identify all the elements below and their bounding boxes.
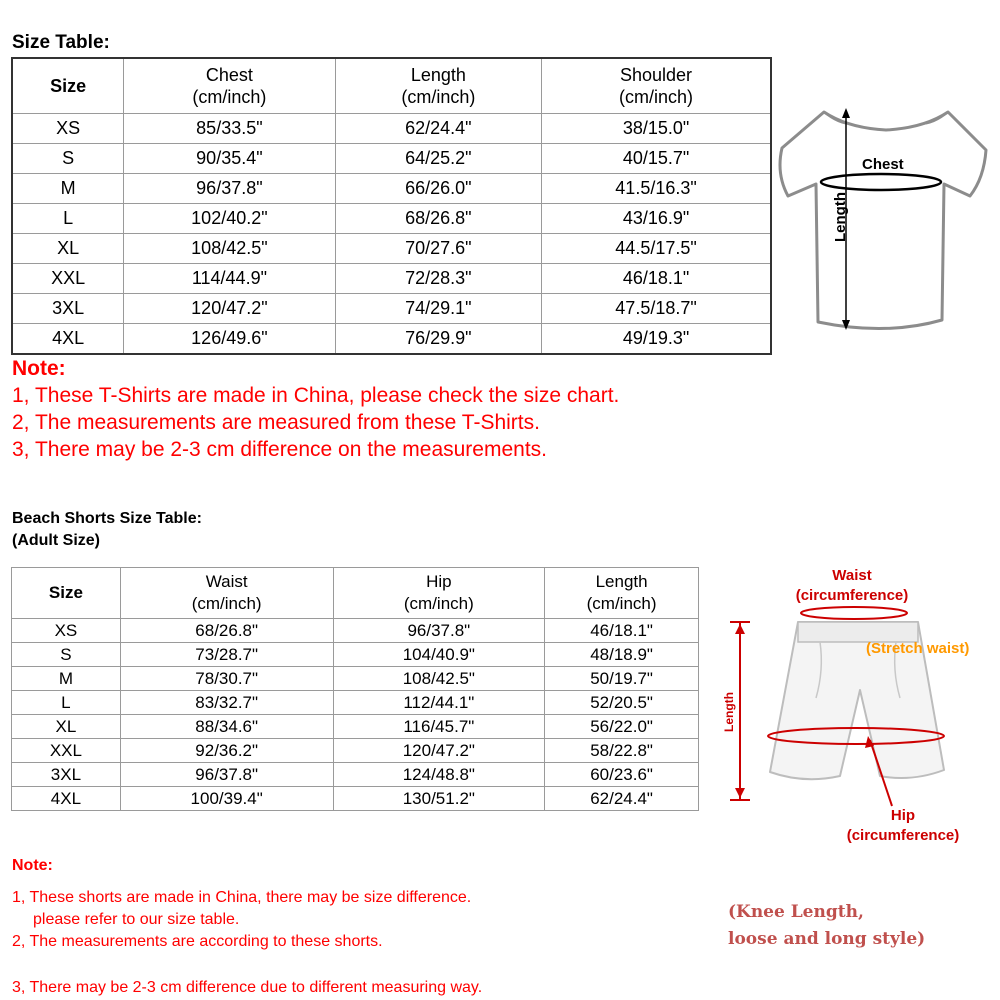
style-note: (Knee Length, loose and long style)	[728, 902, 926, 949]
length-label: Length	[832, 192, 849, 242]
hip-label: Hip (circumference)	[846, 807, 960, 844]
table-row: L 102/40.2" 68/26.8" 43/16.9"	[12, 204, 771, 234]
header-length: Length (cm/inch)	[545, 568, 699, 619]
header-shoulder: Shoulder (cm/inch)	[542, 58, 771, 114]
table-row: 4XL 100/39.4" 130/51.2" 62/24.4"	[12, 787, 699, 811]
note-title: Note:	[12, 857, 53, 874]
table-row: 3XL 120/47.2" 74/29.1" 47.5/18.7"	[12, 294, 771, 324]
note-line: 3, There may be 2-3 cm difference due to different measuring way.	[12, 979, 483, 996]
shorts-diagram	[720, 560, 1000, 850]
note-line: 1, These shorts are made in China, there may be size difference.	[12, 889, 472, 906]
table-row: L 83/32.7" 112/44.1" 52/20.5"	[12, 691, 699, 715]
shorts-size-table-title: Beach Shorts Size Table: (Adult Size)	[12, 510, 202, 549]
chest-label: Chest	[862, 156, 904, 173]
table-row: M 78/30.7" 108/42.5" 50/19.7"	[12, 667, 699, 691]
tshirt-outline-icon	[776, 100, 996, 340]
table-row: M 96/37.8" 66/26.0" 41.5/16.3"	[12, 174, 771, 204]
table-row: S 90/35.4" 64/25.2" 40/15.7"	[12, 144, 771, 174]
table-row: 3XL 96/37.8" 124/48.8" 60/23.6"	[12, 763, 699, 787]
table-row: XXL 92/36.2" 120/47.2" 58/22.8"	[12, 739, 699, 763]
tshirt-size-table	[11, 57, 772, 355]
tshirt-size-table-title: Size Table:	[12, 32, 110, 53]
note-line: 3, There may be 2-3 cm difference on the measurements.	[12, 438, 547, 461]
table-row: 4XL 126/49.6" 76/29.9" 49/19.3"	[12, 324, 771, 355]
table-row: XL 88/34.6" 116/45.7" 56/22.0"	[12, 715, 699, 739]
header-size: Size	[12, 58, 124, 114]
stretch-waist-label: (Stretch waist)	[866, 640, 970, 657]
header-hip: Hip (cm/inch)	[333, 568, 545, 619]
shorts-notes	[12, 855, 482, 999]
note-line: 2, The measurements are according to these shorts.	[12, 933, 383, 950]
table-row: XXL 114/44.9" 72/28.3" 46/18.1"	[12, 264, 771, 294]
note-line: please refer to our size table.	[33, 911, 240, 928]
table-header-row	[12, 568, 699, 619]
note-line: 2, The measurements are measured from these T-Shirts.	[12, 411, 540, 434]
header-waist: Waist (cm/inch)	[120, 568, 333, 619]
tshirt-notes	[12, 355, 619, 463]
table-row: XL 108/42.5" 70/27.6" 44.5/17.5"	[12, 234, 771, 264]
note-title: Note:	[12, 357, 66, 380]
waist-label: Waist (circumference)	[795, 567, 909, 604]
table-row: XS 68/26.8" 96/37.8" 46/18.1"	[12, 619, 699, 643]
header-length: Length (cm/inch)	[335, 58, 541, 114]
shorts-size-table	[11, 567, 699, 811]
header-size: Size	[12, 568, 121, 619]
note-line: 1, These T-Shirts are made in China, please check the size chart.	[12, 384, 620, 407]
table-header-row	[12, 58, 771, 114]
table-row: XS 85/33.5" 62/24.4" 38/15.0"	[12, 114, 771, 144]
tshirt-diagram	[776, 100, 996, 340]
table-row: S 73/28.7" 104/40.9" 48/18.9"	[12, 643, 699, 667]
header-chest: Chest (cm/inch)	[124, 58, 335, 114]
length-label: Length	[722, 692, 736, 732]
